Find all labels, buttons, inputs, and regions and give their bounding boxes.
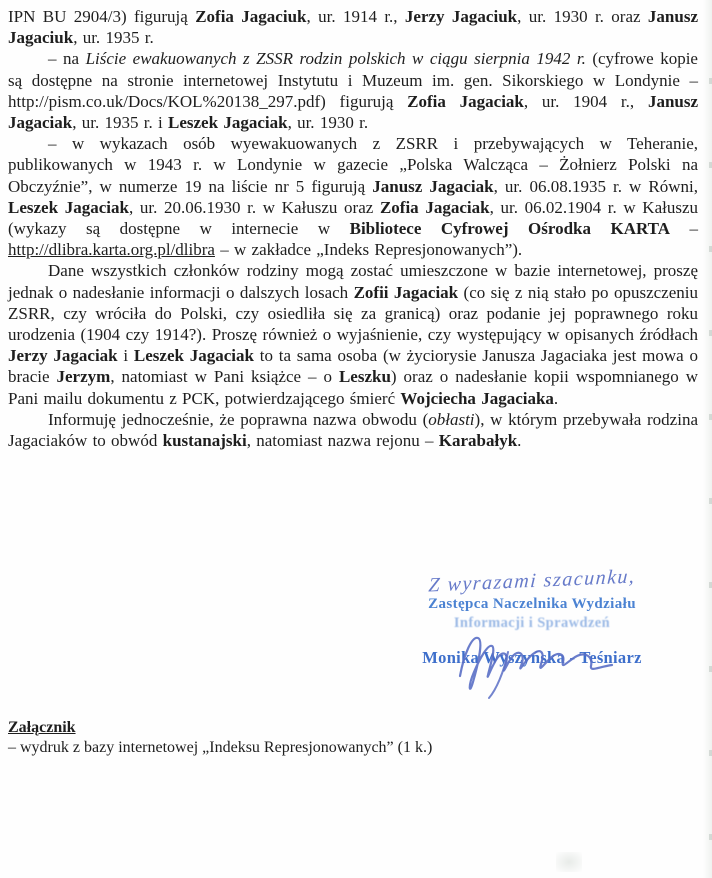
text-segment: , ur. 1935 r. i (72, 113, 169, 133)
paragraph-continuation (8, 6, 698, 48)
text-segment: – w wykazach osób wyewakuowanych z ZSRR i przebywających w Teheranie, publikowanych w 1943 r. w Londynie w gazecie „Polska Walcząca – Żołnierz Polski na Obczyźnie”, w numerze 19 na liście nr 5 figurują (8, 134, 698, 196)
text-segment: Informuję jednocześnie, że poprawna nazwa obwodu ( (48, 409, 429, 429)
text-segment: – w zakładce „Indeks Represjonowanych”). (214, 240, 523, 260)
letter-body (8, 6, 698, 451)
signature-block (408, 565, 656, 668)
text-segment: kustanajski (162, 431, 247, 451)
text-segment: Zofii Jagaciak (353, 282, 459, 302)
text-segment: Dane wszystkich członków rodziny mogą zostać umieszczone w bazie internetowej, proszę jednak o nadesłanie informacji o dalszych losach (8, 261, 698, 302)
text-segment: , ur. 1914 r., (306, 7, 405, 26)
text-segment: Jerzy Jagaciuk (404, 7, 518, 26)
text-segment: , ur. 20.06.1930 r. w Kałuszu oraz (128, 197, 380, 217)
text-segment: (co się z nią stało po opuszczeniu ZSRR, czy wróciła do Polski, czy osiedliła się za granicą) oraz podanie jej poprawnego roku urodzenia (1904 czy 1914?). Proszę również o wyjaśnienie, czy występujący w opisanych źródłach (8, 282, 698, 345)
attachment-section (8, 719, 432, 757)
text-segment: Wojciecha Jagaciaka (400, 388, 554, 408)
text-segment: Janusz Jagaciak (372, 176, 494, 196)
text-segment: , natomiast nazwa rejonu – (246, 431, 439, 451)
text-segment: Bibliotece Cyfrowej Ośrodka KARTA (349, 219, 671, 239)
text-segment: Leszku (338, 367, 391, 387)
text-segment: . (517, 431, 522, 451)
text-segment: http://dlibra.karta.org.pl/dlibra (8, 240, 215, 260)
text-segment: , natomiast w Pani książce – o (110, 367, 339, 387)
paragraph-oblast-correction (8, 409, 698, 451)
text-segment: IPN BU 2904/3) figurują (8, 7, 196, 26)
text-segment: Zofia Jagaciuk (195, 7, 307, 26)
text-segment: Leszek Jagaciak (8, 197, 129, 217)
handwritten-closing: Z wyrazami szacunku, (427, 565, 637, 597)
text-segment: Leszek Jagaciak (168, 113, 288, 133)
text-segment: Janusz Jagaciak (8, 91, 699, 133)
text-segment: ) oraz o nadesłanie kopii wspomnianego w Pani mailu dokumentu z PCK, potwierdzającego śmierć (8, 367, 699, 408)
text-segment: i (117, 346, 134, 366)
text-segment: , ur. 1935 r. (73, 28, 154, 48)
paragraph-teheran-lists (8, 133, 698, 260)
text-segment: Zofia Jagaciak (407, 91, 524, 111)
text-segment: Zofia Jagaciak (379, 197, 490, 217)
text-segment: , ur. 1904 r., (523, 91, 648, 111)
scan-smudge-artifact (556, 852, 582, 872)
paragraph-evacuation-list (8, 48, 698, 133)
text-segment: , ur. 1930 r. oraz (517, 7, 648, 26)
text-segment: Janusz Jagaciuk (8, 7, 698, 48)
text-segment: . (553, 388, 559, 408)
text-segment: obłasti (428, 409, 475, 429)
text-segment: , ur. 06.02.1904 r. w Kałuszu (wykazy są dostępne w internecie w (8, 197, 699, 239)
text-segment: , ur. 06.08.1935 r. w Równi, (493, 176, 698, 196)
text-segment: , ur. 1930 r. (287, 113, 369, 133)
attachment-heading: Załącznik (8, 719, 76, 736)
text-segment: Liście ewakuowanych z ZSSR rodzin polskich w ciągu sierpnia 1942 r. (85, 49, 586, 69)
text-segment: Jerzy Jagaciak (8, 346, 118, 366)
text-segment: Karabałyk (438, 431, 518, 451)
text-segment: – (670, 219, 699, 239)
text-segment: ), w którym przebywała rodzina Jagaciaków to obwód (8, 409, 698, 451)
stamp-signer-name: Monika Wyszyńska - Teśniarz (422, 648, 642, 667)
attachment-item: – wydruk z bazy internetowej „Indeksu Represjonowanych” (1 k.) (8, 739, 433, 756)
text-segment: to ta sama osoba (w życiorysie Janusza Jagaciaka jest mowa o bracie (8, 346, 698, 387)
text-segment: Jerzym (56, 367, 111, 387)
paragraph-request-information (8, 260, 698, 408)
stamp-title-line1: Zastępca Naczelnika Wydziału (428, 596, 636, 612)
stamp-title-line2: Informacji i Sprawdzeń (453, 615, 611, 631)
text-segment: (cyfrowe kopie są dostępne na stronie internetowej Instytutu i Muzeum im. gen. Sikorskiego w Londynie – http://pism.co.uk/Docs/KOL%20138_297.pdf) figurują (8, 49, 698, 111)
text-segment: – na (48, 49, 86, 69)
text-segment: Leszek Jagaciak (133, 346, 254, 366)
scan-edge-artifact (703, 0, 712, 878)
